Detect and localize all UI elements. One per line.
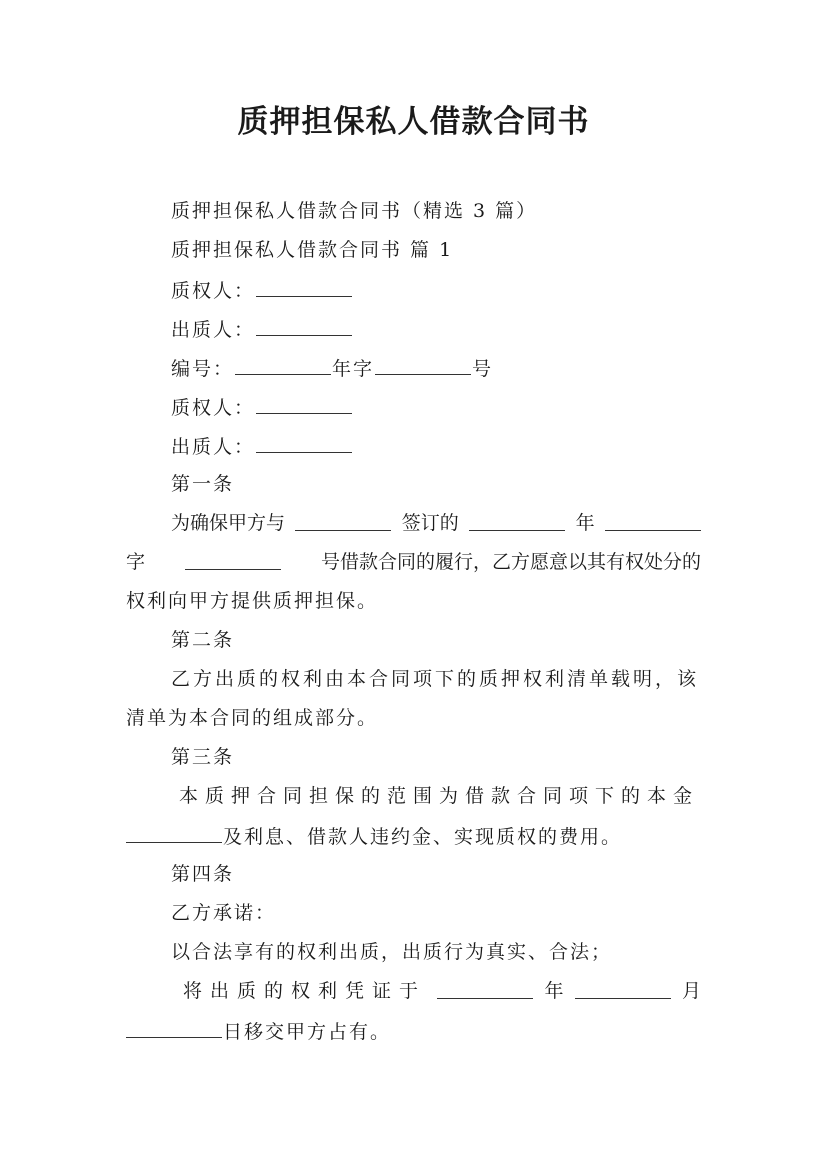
- article-3-heading: 第三条: [171, 746, 235, 768]
- article-4-text: 年: [544, 980, 564, 1002]
- pledgee-label: 质权人：: [171, 280, 256, 302]
- blank-line: [295, 508, 391, 531]
- number-label: 编号：: [171, 358, 235, 380]
- blank-line: [126, 1015, 222, 1038]
- pledgor-label: 出质人：: [171, 436, 256, 458]
- pledgee-label: 质权人：: [171, 397, 256, 419]
- article-1-text: 签订的: [401, 512, 459, 534]
- pledgor-field-2: [171, 430, 353, 462]
- article-4-line-2: 以合法享有的权利出质，出质行为真实、合法；: [171, 941, 613, 963]
- blank-line: [126, 820, 222, 843]
- article-2-line-2: 清单为本合同的组成部分。: [126, 707, 379, 729]
- article-2-heading: 第二条: [171, 629, 235, 651]
- article-4-line-3: [183, 976, 701, 1006]
- pledgee-field: [171, 274, 353, 306]
- pledgee-field-2: [171, 391, 353, 423]
- article-1-text: 为确保甲方与: [171, 512, 286, 534]
- article-1-heading: 第一条: [171, 473, 235, 495]
- article-4-text: 日移交甲方占有。: [223, 1021, 392, 1043]
- pledgor-field: [171, 313, 353, 345]
- article-3-line-1: 本质押合同担保的范围为借款合同项下的本金: [179, 785, 700, 807]
- blank-line: [256, 430, 352, 453]
- article-2-line-1: 乙方出质的权利由本合同项下的质押权利清单载明，该: [171, 668, 700, 690]
- article-1-line-2: [126, 547, 701, 577]
- number-mid-text: 年字: [332, 358, 375, 380]
- number-end-text: 号: [472, 358, 494, 380]
- article-1-line-1: [171, 508, 701, 538]
- blank-line: [256, 391, 352, 414]
- article-1-line-3: 权利向甲方提供质押担保。: [126, 590, 379, 612]
- pledgor-label: 出质人：: [171, 319, 256, 341]
- article-1-text: 年: [575, 512, 595, 534]
- article-4-text: 月: [681, 980, 701, 1002]
- article-3-text: 及利息、借款人违约金、实现质权的费用。: [223, 826, 623, 848]
- document-title: 质押担保私人借款合同书: [237, 104, 590, 140]
- blank-line: [575, 976, 671, 999]
- blank-line: [185, 547, 281, 570]
- article-4-line-4: [126, 1015, 391, 1047]
- section-heading: 质押担保私人借款合同书 篇 1: [171, 239, 454, 261]
- article-1-text: 字: [126, 551, 146, 573]
- article-4-line-1: 乙方承诺：: [171, 902, 277, 924]
- blank-line: [375, 352, 471, 375]
- blank-line: [469, 508, 565, 531]
- blank-line: [437, 976, 533, 999]
- number-field: [171, 352, 493, 384]
- article-4-heading: 第四条: [171, 863, 235, 885]
- blank-line: [605, 508, 701, 531]
- blank-line: [256, 313, 352, 336]
- subtitle: 质押担保私人借款合同书（精选 3 篇）: [171, 200, 538, 222]
- blank-line: [256, 274, 352, 297]
- blank-line: [235, 352, 331, 375]
- article-1-text: 号借款合同的履行，乙方愿意以其有权处分的: [320, 551, 701, 573]
- article-3-line-2: [126, 820, 622, 852]
- article-4-text: 将出质的权利凭证于: [183, 980, 427, 1002]
